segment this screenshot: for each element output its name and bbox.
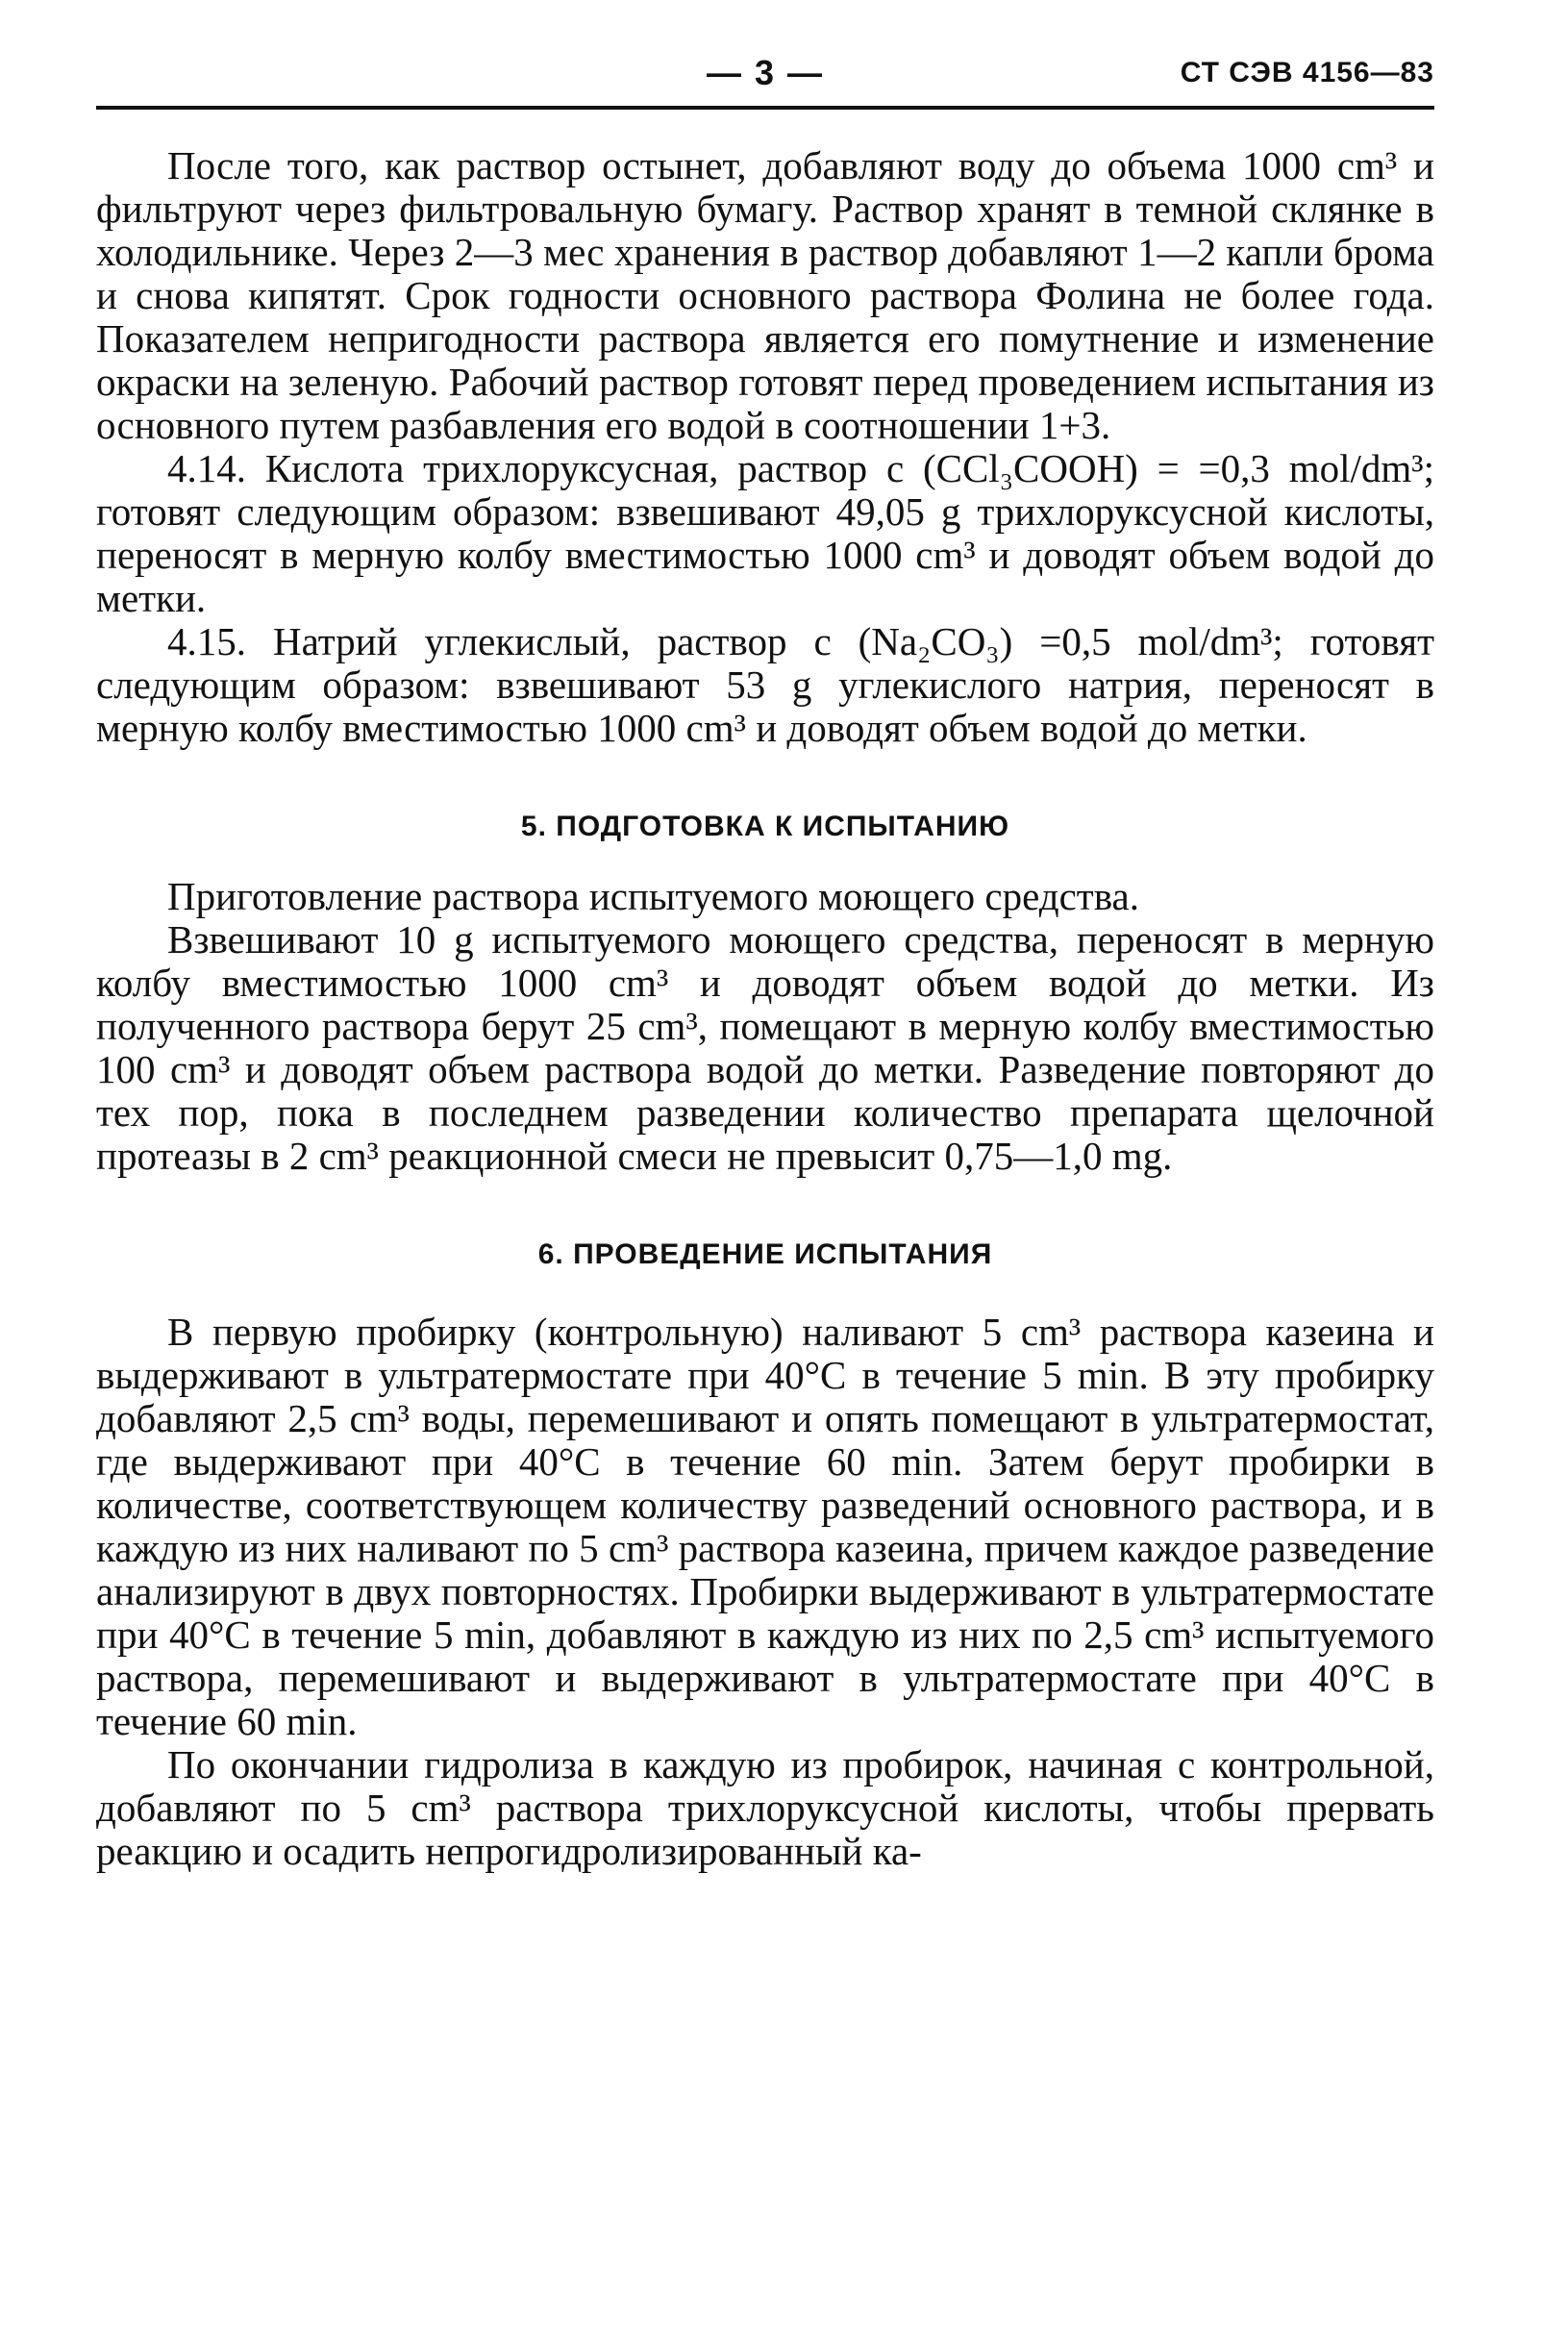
- header-rule: [96, 106, 1434, 110]
- section-5-title: 5. ПОДГОТОВКА К ИСПЫТАНИЮ: [520, 811, 1010, 842]
- section-6-paragraph-1: В первую пробирку (контрольную) наливают 5 cm³ раствора казеина и выдерживают в ультратермостате при 40°C в течение 5 min. В эту пробирку добавляют 2,5 cm³ воды, перемешивают и опять помещают в ультратермостат, где выдерживают при 40°C в течение 60 min. Затем берут пробирки в количестве, соответствующем количеству разведений основного раствора, и в каждую из них наливают по 5 cm³ раствора казеина, причем каждое разведение анализируют в двух повторностях. Пробирки выдерживают в ультратермостате при 40°C в течение 5 min, добавляют в каждую из них по 2,5 cm³ испытуемого раствора, перемешивают и выдерживают в ультратермостате при 40°C в течение 60 min.: [96, 1310, 1434, 1743]
- section-5-paragraph-2: Взвешивают 10 g испытуемого моющего средства, переносят в мерную колбу вместимостью 1000 cm³ и доводят объем водой до метки. Из полученного раствора берут 25 cm³, помещают в мерную колбу вместимостью 100 cm³ и доводят объем раствора водой до метки. Разведение повторяют до тех пор, пока в последнем разведении количество препарата щелочной протеазы в 2 cm³ реакционной смеси не превысит 0,75—1,0 mg.: [96, 917, 1434, 1178]
- page-header: [96, 53, 1434, 111]
- standard-code: СТ СЭВ 4156—83: [1180, 57, 1434, 88]
- section-6-title: 6. ПРОВЕДЕНИЕ ИСПЫТАНИЯ: [537, 1238, 993, 1270]
- section-6-paragraph-2: По окончании гидролиза в каждую из пробирок, начиная с контрольной, добавляют по 5 cm³ раствора трихлоруксусной кислоты, чтобы прервать реакцию и осадить непрогидролизированный ка-: [96, 1742, 1434, 1873]
- paragraph-4-15: 4.15. Натрий углекислый, раствор c (Na₂CO₃) =0,5 mol/dm³; готовят следующим образом: взвешивают 53 g углекислого натрия, переносят в мерную колбу вместимостью 1000 cm³ и доводят объем водой до метки.: [96, 619, 1434, 750]
- paragraph-4-14: 4.14. Кислота трихлоруксусная, раствор c (CCl₃COOH) = =0,3 mol/dm³; готовят следующим образом: взвешивают 49,05 g трихлоруксусной кислоты, переносят в мерную колбу вместимостью 1000 cm³ и доводят объем водой до метки.: [96, 446, 1434, 620]
- paragraph-folin-storage: После того, как раствор остынет, добавляют воду до объема 1000 cm³ и фильтруют через фильтровальную бумагу. Раствор хранят в темной склянке в холодильнике. Через 2—3 мес хранения в раствор добавляют 1—2 капли брома и снова кипятят. Срок годности основного раствора Фолина не более года. Показателем непригодности раствора является его помутнение и изменение окраски на зеленую. Рабочий раствор готовят перед проведением испытания из основного путем разбавления его водой в соотношении 1+3.: [96, 143, 1434, 447]
- page-number: — 3 —: [706, 53, 825, 92]
- document-body: [96, 144, 1434, 1873]
- section-5-paragraph-1: Приготовление раствора испытуемого моющего средства.: [167, 874, 1139, 918]
